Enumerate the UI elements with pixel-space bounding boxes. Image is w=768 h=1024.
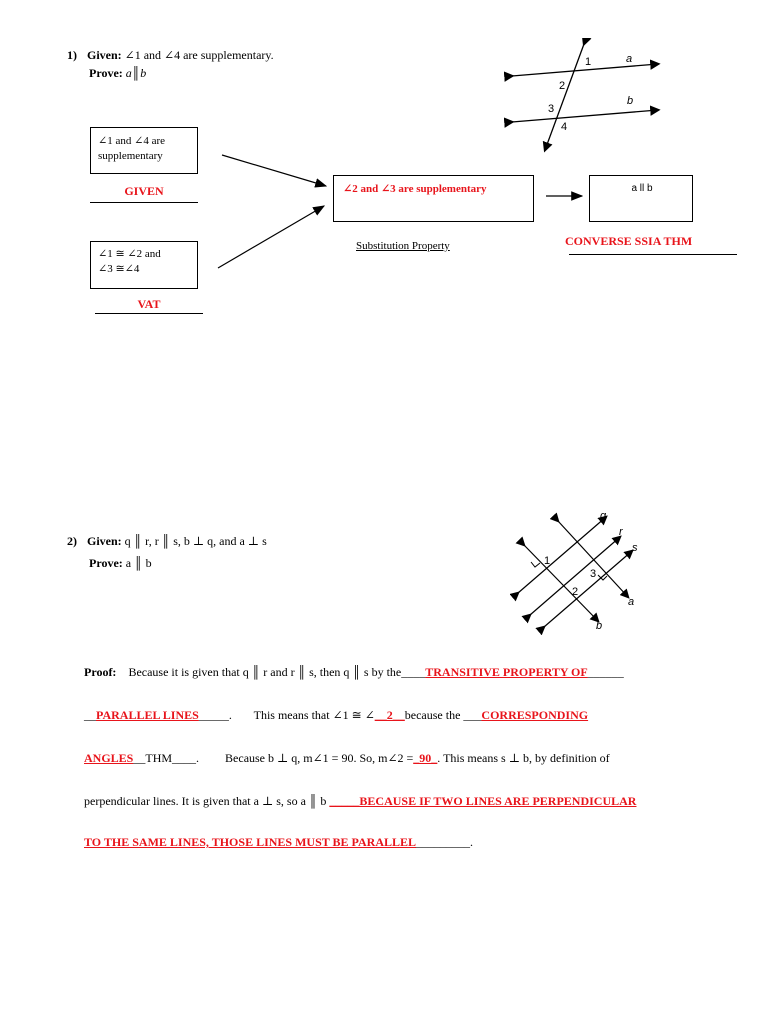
answer-parallel-lines: PARALLEL LINES [96,708,199,722]
box1-line1: ∠1 and ∠4 are [98,135,165,147]
angle-label-4: 4 [561,121,568,133]
reason-substitution: Substitution Property [356,240,450,252]
right-angle-mark-1 [531,562,540,567]
reason-given: GIVEN [124,184,164,198]
box2-line2: ∠3 ≅∠4 [98,263,140,275]
angle-label-3: 3 [590,568,597,580]
problem2-prove-text: a ║ b [125,556,152,570]
flow-arrows [0,0,768,320]
line-s [544,551,635,627]
answer-corresponding: CORRESPONDING [481,708,589,722]
line-label-b: b [596,620,603,632]
proof-line-5 [84,835,473,850]
box3-text: ∠2 and ∠3 are supplementary [343,183,487,195]
proof-line-1 [84,665,624,680]
answer-transitive: TRANSITIVE PROPERTY OF [425,665,588,679]
box4-text: a ll b [631,183,653,194]
proof-text-3a: __THM____. [133,751,200,765]
angle-label-2: 2 [559,80,566,92]
problem1-prove-text: a║b [125,66,147,80]
angle-label-3: 3 [548,103,555,115]
problem1-number: 1) [67,48,77,62]
proof-line-3 [84,751,610,766]
proof-text-2d: because the ___ [404,708,482,722]
answer-because: _____BECAUSE IF TWO LINES ARE PERPENDICULAR [329,794,637,808]
problem2-number: 2) [67,534,77,548]
line-label-r: r [619,526,623,538]
proof-line-2 [84,708,588,723]
proof-text-3b: Because b ⊥ q, m∠1 = 90. So, m∠2 = [225,751,414,765]
box2-line1: ∠1 ≅ ∠2 and [98,248,161,260]
line-q [518,517,606,593]
proof-text-4a: perpendicular lines. It is given that a ⊥ s, so a ║ b [84,794,327,808]
problem1-prove-label: Prove: [89,66,123,80]
arrow-given-to-supp [222,155,326,186]
problem2-figure [510,505,660,635]
line-label-a: a [628,596,635,608]
angle-label-1: 1 [585,56,592,68]
proof-text-1b: ______ [587,665,624,679]
angle-label-2: 2 [572,586,579,598]
answer-angles: ANGLES [84,751,134,765]
problem2-prove [89,556,152,571]
proof-text-1a: Because it is given that q ║ r and r ║ s, then q ║ s by the____ [128,665,426,679]
reason-vat: VAT [137,297,161,311]
line-label-q: q [600,510,607,522]
proof-text-5b: _________. [416,835,473,849]
proof-text-2pre: __ [84,708,96,722]
line-label-a: a [626,53,633,65]
problem2-prove-label: Prove: [89,556,123,570]
problem2-given-text: q ║ r, r ║ s, b ⊥ q, and a ⊥ s [124,534,267,548]
box1-line2: supplementary [98,150,163,162]
proof-text-2b: _____. [198,708,232,722]
reason-converse: CONVERSE SSIA THM [565,234,693,248]
line-label-b: b [627,95,634,107]
proof-text-2c: This means that ∠1 ≅ ∠ [253,708,375,722]
line-label-s: s [632,542,638,554]
problem2-header [67,534,267,549]
answer-angle-2: __2__ [374,708,405,722]
proof-label: Proof: [84,665,117,679]
proof-text-3c: . This means s ⊥ b, by definition of [437,751,610,765]
problem1-given-label: Given: [87,48,122,62]
proof-line-4 [84,794,636,809]
angle-label-1: 1 [544,555,551,567]
answer-same-lines: TO THE SAME LINES, THOSE LINES MUST BE PARALLEL [84,835,416,849]
line-a [558,521,628,597]
problem1-given-text: ∠1 and ∠4 are supplementary. [124,48,274,62]
problem2-given-label: Given: [87,534,122,548]
arrow-vat-to-supp [218,206,324,268]
answer-90: _90_ [413,751,438,765]
